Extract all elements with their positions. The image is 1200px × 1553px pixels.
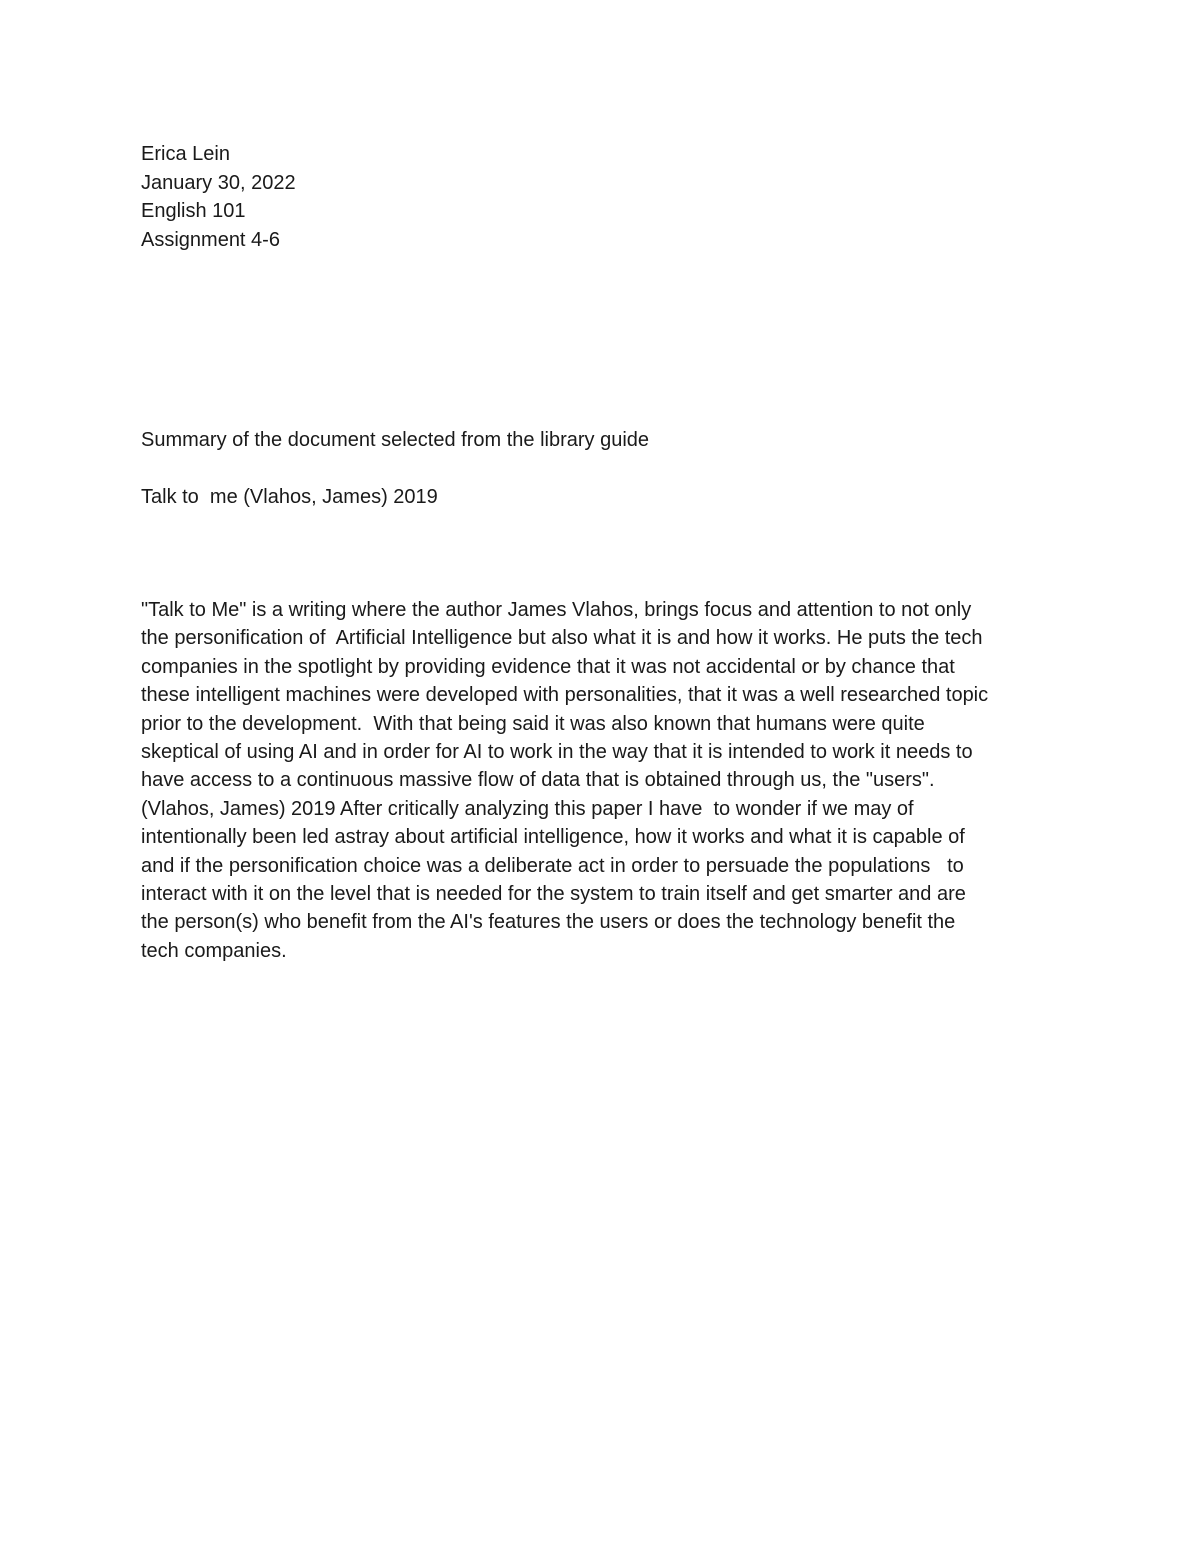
body-line: prior to the development. With that being said it was also known that humans were quite <box>141 712 925 735</box>
body-line: the person(s) who benefit from the AI's features the users or does the technology benefit the <box>141 911 956 934</box>
summary-heading: Summary of the document selected from the library guide <box>141 429 650 451</box>
assignment-name: Assignment 4-6 <box>141 228 280 251</box>
body-line: and if the personification choice was a deliberate act in order to persuade the populations to <box>141 854 964 877</box>
body-line: "Talk to Me" is a writing where the author James Vlahos, brings focus and attention to not only <box>141 599 972 621</box>
body-paragraph <box>141 596 1081 965</box>
body-line: companies in the spotlight by providing evidence that it was not accidental or by chance that <box>141 655 955 678</box>
body-line: skeptical of using AI and in order for AI to work in the way that it is intended to work it needs to <box>141 741 973 764</box>
body-line: intentionally been led astray about artificial intelligence, how it works and what it is capable of <box>141 826 965 849</box>
document-date: January 30, 2022 <box>141 171 296 194</box>
header-block <box>141 140 296 254</box>
body-line: tech companies. <box>141 939 287 962</box>
citation: Talk to me (Vlahos, James) 2019 <box>141 486 438 508</box>
body-line: these intelligent machines were developed with personalities, that it was a well researched topic <box>141 684 989 707</box>
body-line: interact with it on the level that is needed for the system to train itself and get smarter and are <box>141 883 966 906</box>
body-line: have access to a continuous massive flow of data that is obtained through us, the "users". <box>141 769 935 792</box>
body-line: (Vlahos, James) 2019 After critically analyzing this paper I have to wonder if we may of <box>141 797 914 820</box>
author-name: Erica Lein <box>141 143 230 165</box>
body-line: the personification of Artificial Intelligence but also what it is and how it works. He puts the tech <box>141 627 983 650</box>
course-name: English 101 <box>141 200 246 222</box>
